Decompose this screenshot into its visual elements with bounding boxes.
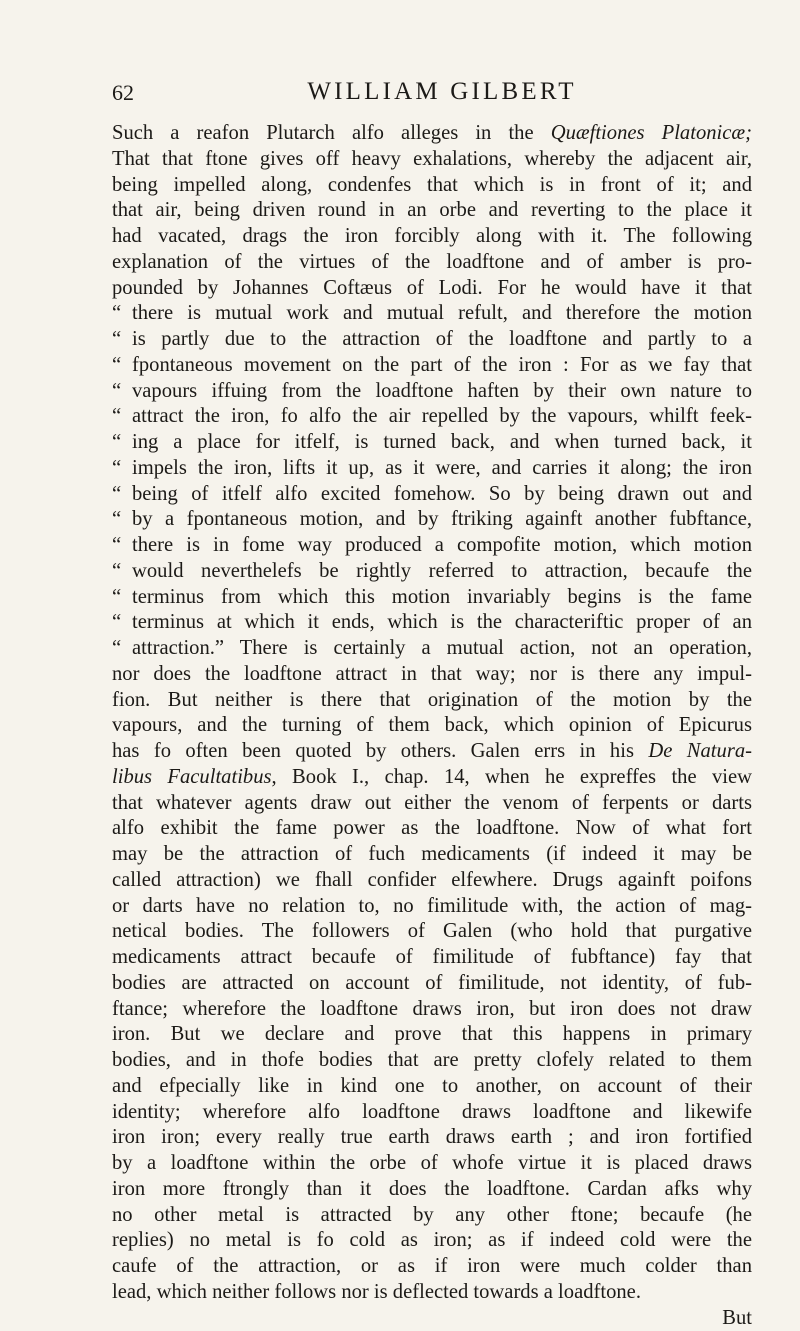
text-span: and efpecially like in kind one to another, on account of their (112, 1075, 752, 1097)
text-line (112, 713, 752, 739)
text-line (112, 868, 752, 894)
text-span: explanation of the virtues of the loadftone and of amber is pro- (112, 251, 752, 273)
text-span: there is mutual work and mutual refult, and therefore the motion (132, 302, 752, 324)
text-line (112, 404, 752, 430)
text-span: iron iron; every really true earth draws earth ; and iron fortified (112, 1126, 752, 1148)
quote-mark: “ (112, 482, 132, 508)
text-span: attraction.” There is certainly a mutual action, not an operation, (132, 637, 752, 659)
text-span: lead, which neither follows nor is deflected towards a loadftone. (112, 1281, 641, 1303)
text-line (112, 327, 752, 353)
catchword: But (112, 1306, 752, 1331)
text-line (112, 456, 752, 482)
text-line (112, 971, 752, 997)
text-span: fion. But neither is there that origination of the motion by the (112, 689, 752, 711)
text-line (112, 919, 752, 945)
text-span: by a loadftone within the orbe of whofe virtue it is placed draws (112, 1152, 752, 1174)
text-line (112, 791, 752, 817)
text-line (112, 816, 752, 842)
text-span: netical bodies. The followers of Galen (who hold that purgative (112, 920, 752, 942)
quote-mark: “ (112, 507, 132, 533)
text-line (112, 482, 752, 508)
text-span: That that ftone gives off heavy exhalations, whereby the adjacent air, (112, 148, 752, 170)
text-line (112, 997, 752, 1023)
quote-mark: “ (112, 456, 132, 482)
text-span: that air, being driven round in an orbe and reverting to the place it (112, 199, 752, 221)
text-line (112, 1151, 752, 1177)
running-head: WILLIAM GILBERT (112, 78, 752, 106)
quote-mark: “ (112, 610, 132, 636)
text-line (112, 688, 752, 714)
text-span: by a fpontaneous motion, and by ftriking againft another fubftance, (132, 508, 752, 530)
text-line (112, 945, 752, 971)
text-line (112, 276, 752, 302)
text-span: no other metal is attracted by any other ftone; becaufe (he (112, 1204, 752, 1226)
italic-text: libus Facultatibus (112, 766, 272, 788)
text-line (112, 559, 752, 585)
text-span: has fo often been quoted by others. Galen errs in his (112, 740, 648, 762)
quote-mark: “ (112, 585, 132, 611)
text-line (112, 894, 752, 920)
text-span: called attraction) we fhall confider elfewhere. Drugs againft poifons (112, 869, 752, 891)
text-line (112, 147, 752, 173)
text-line (112, 1203, 752, 1229)
text-span: iron. But we declare and prove that this happens in primary (112, 1023, 752, 1045)
text-span: may be the attraction of fuch medicaments (if indeed it may be (112, 843, 752, 865)
text-span: vapours, and the turning of them back, which opinion of Epicurus (112, 714, 752, 736)
text-line (112, 1048, 752, 1074)
quote-mark: “ (112, 636, 132, 662)
text-line (112, 353, 752, 379)
text-span: ftance; wherefore the loadftone draws iron, but iron does not draw (112, 998, 752, 1020)
quote-mark: “ (112, 533, 132, 559)
text-span: there is in fome way produced a compofite motion, which motion (132, 534, 752, 556)
text-span: that whatever agents draw out either the venom of ferpents or darts (112, 792, 752, 814)
text-line (112, 430, 752, 456)
quote-mark: “ (112, 353, 132, 379)
text-line (112, 662, 752, 688)
text-span: terminus at which it ends, which is the characteriftic proper of an (132, 611, 752, 633)
text-line (112, 636, 752, 662)
text-line (112, 1022, 752, 1048)
text-span: fpontaneous movement on the part of the iron : For as we fay that (132, 354, 752, 376)
text-line (112, 224, 752, 250)
text-span: nor does the loadftone attract in that way; nor is there any impul- (112, 663, 752, 685)
quote-mark: “ (112, 404, 132, 430)
text-span: is partly due to the attraction of the loadftone and partly to a (132, 328, 752, 350)
text-span: attract the iron, fo alfo the air repelled by the vapours, whilft feek- (132, 405, 752, 427)
text-span: bodies, and in thofe bodies that are pretty clofely related to them (112, 1049, 752, 1071)
text-span: Such a reafon Plutarch alfo alleges in the (112, 122, 551, 144)
text-span: alfo exhibit the fame power as the loadftone. Now of what fort (112, 817, 752, 839)
text-line (112, 1074, 752, 1100)
text-line (112, 1125, 752, 1151)
text-span: would neverthelefs be rightly referred to attraction, becaufe the (132, 560, 752, 582)
text-line (112, 173, 752, 199)
text-line (112, 1177, 752, 1203)
text-span: replies) no metal is fo cold as iron; as if indeed cold were the (112, 1229, 752, 1251)
text-line (112, 1100, 752, 1126)
text-span: medicaments attract becaufe of fimilitude of fubftance) fay that (112, 946, 752, 968)
text-span: or darts have no relation to, no fimilitude with, the action of mag- (112, 895, 752, 917)
quote-mark: “ (112, 327, 132, 353)
text-line (112, 301, 752, 327)
text-line (112, 121, 752, 147)
text-span: , Book I., chap. 14, when he expreffes the view (272, 766, 752, 788)
text-line (112, 1254, 752, 1280)
text-line (112, 739, 752, 765)
text-span: had vacated, drags the iron forcibly along with it. The following (112, 225, 752, 247)
text-line (112, 533, 752, 559)
page-number: 62 (112, 80, 134, 106)
text-line (112, 765, 752, 791)
text-line (112, 1228, 752, 1254)
text-line (112, 379, 752, 405)
text-line (112, 610, 752, 636)
body-text (112, 121, 752, 1331)
text-span: vapours iffuing from the loadftone haften by their own nature to (132, 380, 752, 402)
text-span: pounded by Johannes Coftæus of Lodi. For he would have it that (112, 277, 752, 299)
italic-text: De Natura- (648, 740, 752, 762)
text-line (112, 250, 752, 276)
text-span: being impelled along, condenfes that which is in front of it; and (112, 174, 752, 196)
quote-mark: “ (112, 559, 132, 585)
quote-mark: “ (112, 301, 132, 327)
quote-mark: “ (112, 430, 132, 456)
text-span: impels the iron, lifts it up, as it were, and carries it along; the iron (132, 457, 752, 479)
text-span: bodies are attracted on account of fimilitude, not identity, of fub- (112, 972, 752, 994)
text-line (112, 1280, 752, 1306)
text-span: terminus from which this motion invariably begins is the fame (132, 586, 752, 608)
text-line (112, 507, 752, 533)
text-line (112, 842, 752, 868)
quote-mark: “ (112, 379, 132, 405)
text-span: being of itfelf alfo excited fomehow. So by being drawn out and (132, 483, 752, 505)
italic-text: Quæftiones Platonicæ; (551, 122, 752, 144)
text-line (112, 198, 752, 224)
text-span: identity; wherefore alfo loadftone draws loadftone and likewife (112, 1101, 752, 1123)
page-header (112, 68, 752, 108)
text-line (112, 585, 752, 611)
text-span: caufe of the attraction, or as if iron were much colder than (112, 1255, 752, 1277)
text-span: ing a place for itfelf, is turned back, and when turned back, it (132, 431, 752, 453)
text-span: iron more ftrongly than it does the loadftone. Cardan afks why (112, 1178, 752, 1200)
